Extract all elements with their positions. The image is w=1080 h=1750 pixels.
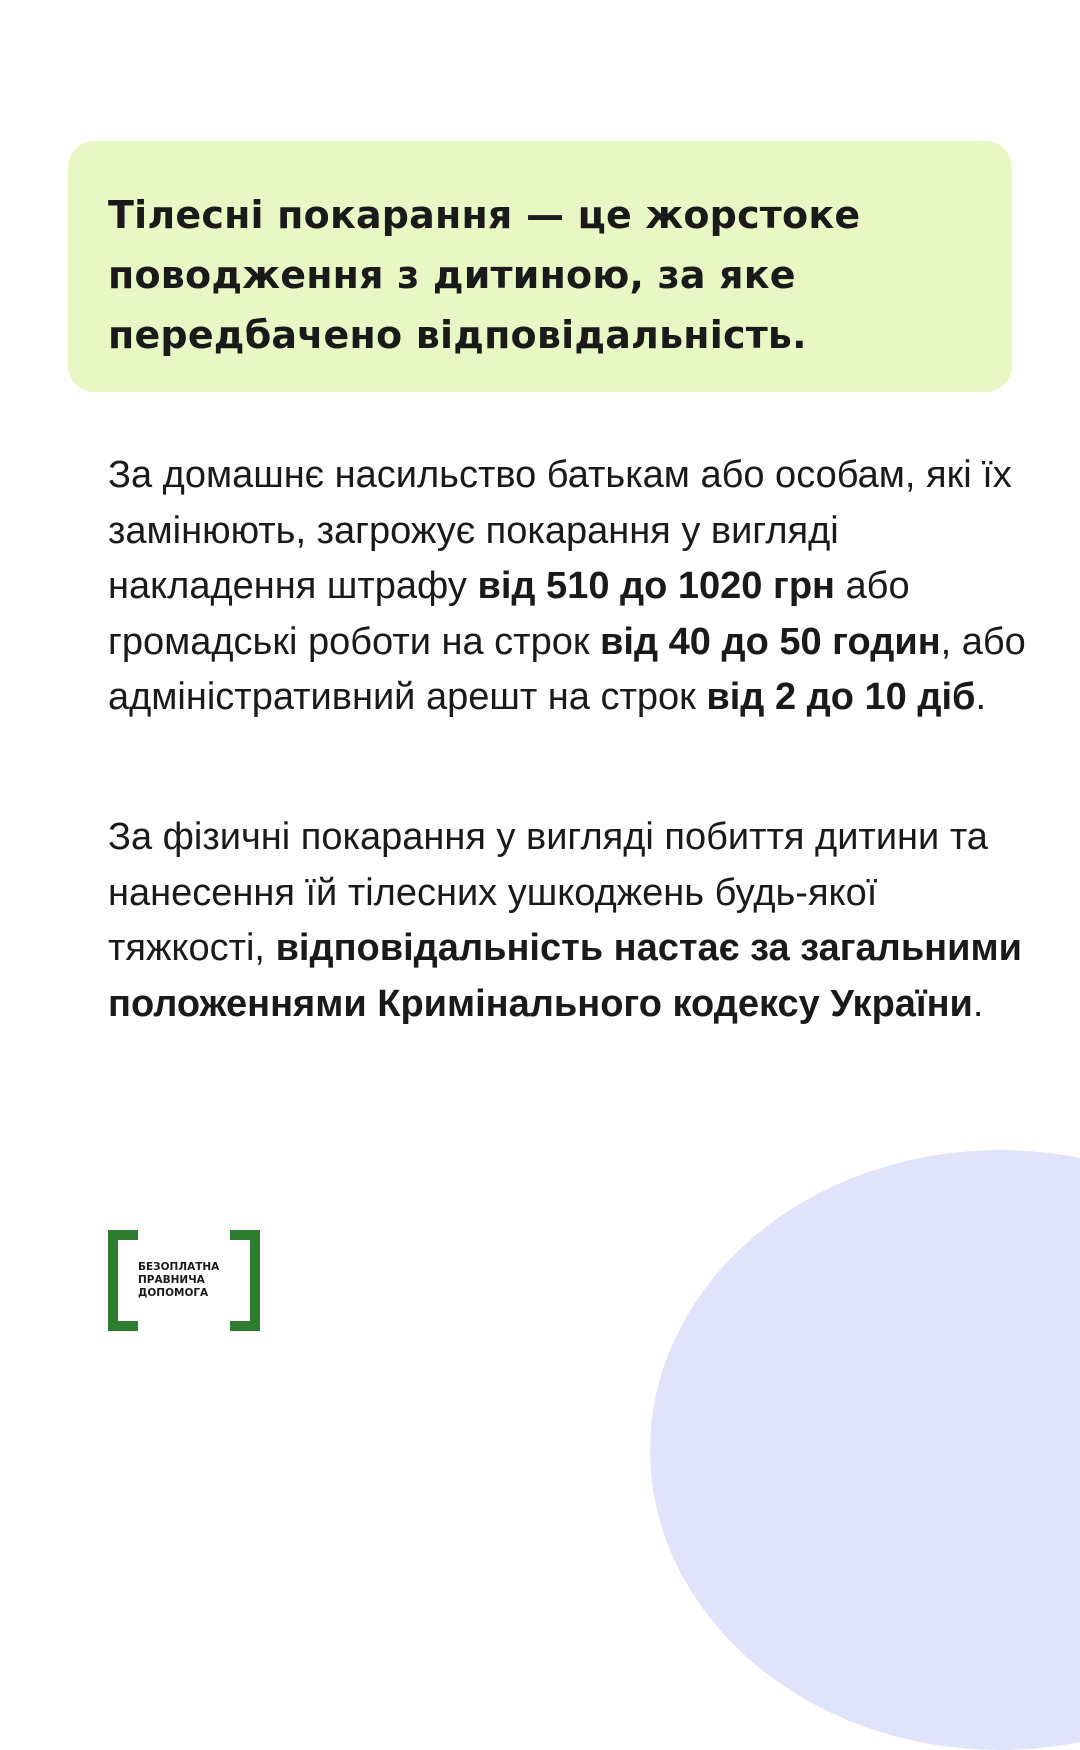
paragraph2-text2: . [972, 982, 984, 1025]
logo-text [138, 1261, 233, 1300]
logo-line-1: БЕЗОПЛАТНА [138, 1261, 220, 1273]
logo-line-3: ДОПОМОГА [138, 1287, 209, 1299]
paragraph1-text2: або громадські роботи на строк [108, 565, 910, 663]
headline-box [68, 141, 1012, 392]
paragraph2-criminal-liability: відповідальність настає за загальними положеннями Кримінального кодексу України [108, 927, 1022, 1025]
paragraph1-text3: , або адміністративний арешт на строк [108, 620, 1026, 718]
logo-right-bracket [230, 1230, 260, 1331]
paragraph1-community-work-hours: від 40 до 50 годин [600, 620, 941, 663]
headline: Тілесні покарання — це жорстоке поводження з дитиною, за яке передбачено відповідальність. [108, 193, 861, 357]
paragraph1-fine-amount: від 510 до 1020 грн [477, 565, 835, 607]
free-legal-aid-logo [108, 1230, 260, 1331]
logo-left-bracket [108, 1230, 138, 1331]
decorative-blob [650, 1150, 1080, 1750]
paragraph-penalties-domestic-violence [108, 448, 1028, 726]
logo-line-2: ПРАВНИЧА [138, 1274, 205, 1286]
paragraph1-text1: За домашнє насильство батькам або особам, які їх замінюють, загрожує покарання у вигляді накладення штрафу [108, 454, 1012, 607]
paragraph1-text4: . [975, 676, 987, 718]
paragraph2-text1: За фізичні покарання у вигляді побиття дитини та нанесення їй тілесних ушкоджень будь-якої тяжкості, [108, 816, 988, 969]
paragraph-physical-punishment [108, 810, 1028, 1032]
paragraph1-arrest-days: від 2 до 10 діб [706, 676, 976, 718]
